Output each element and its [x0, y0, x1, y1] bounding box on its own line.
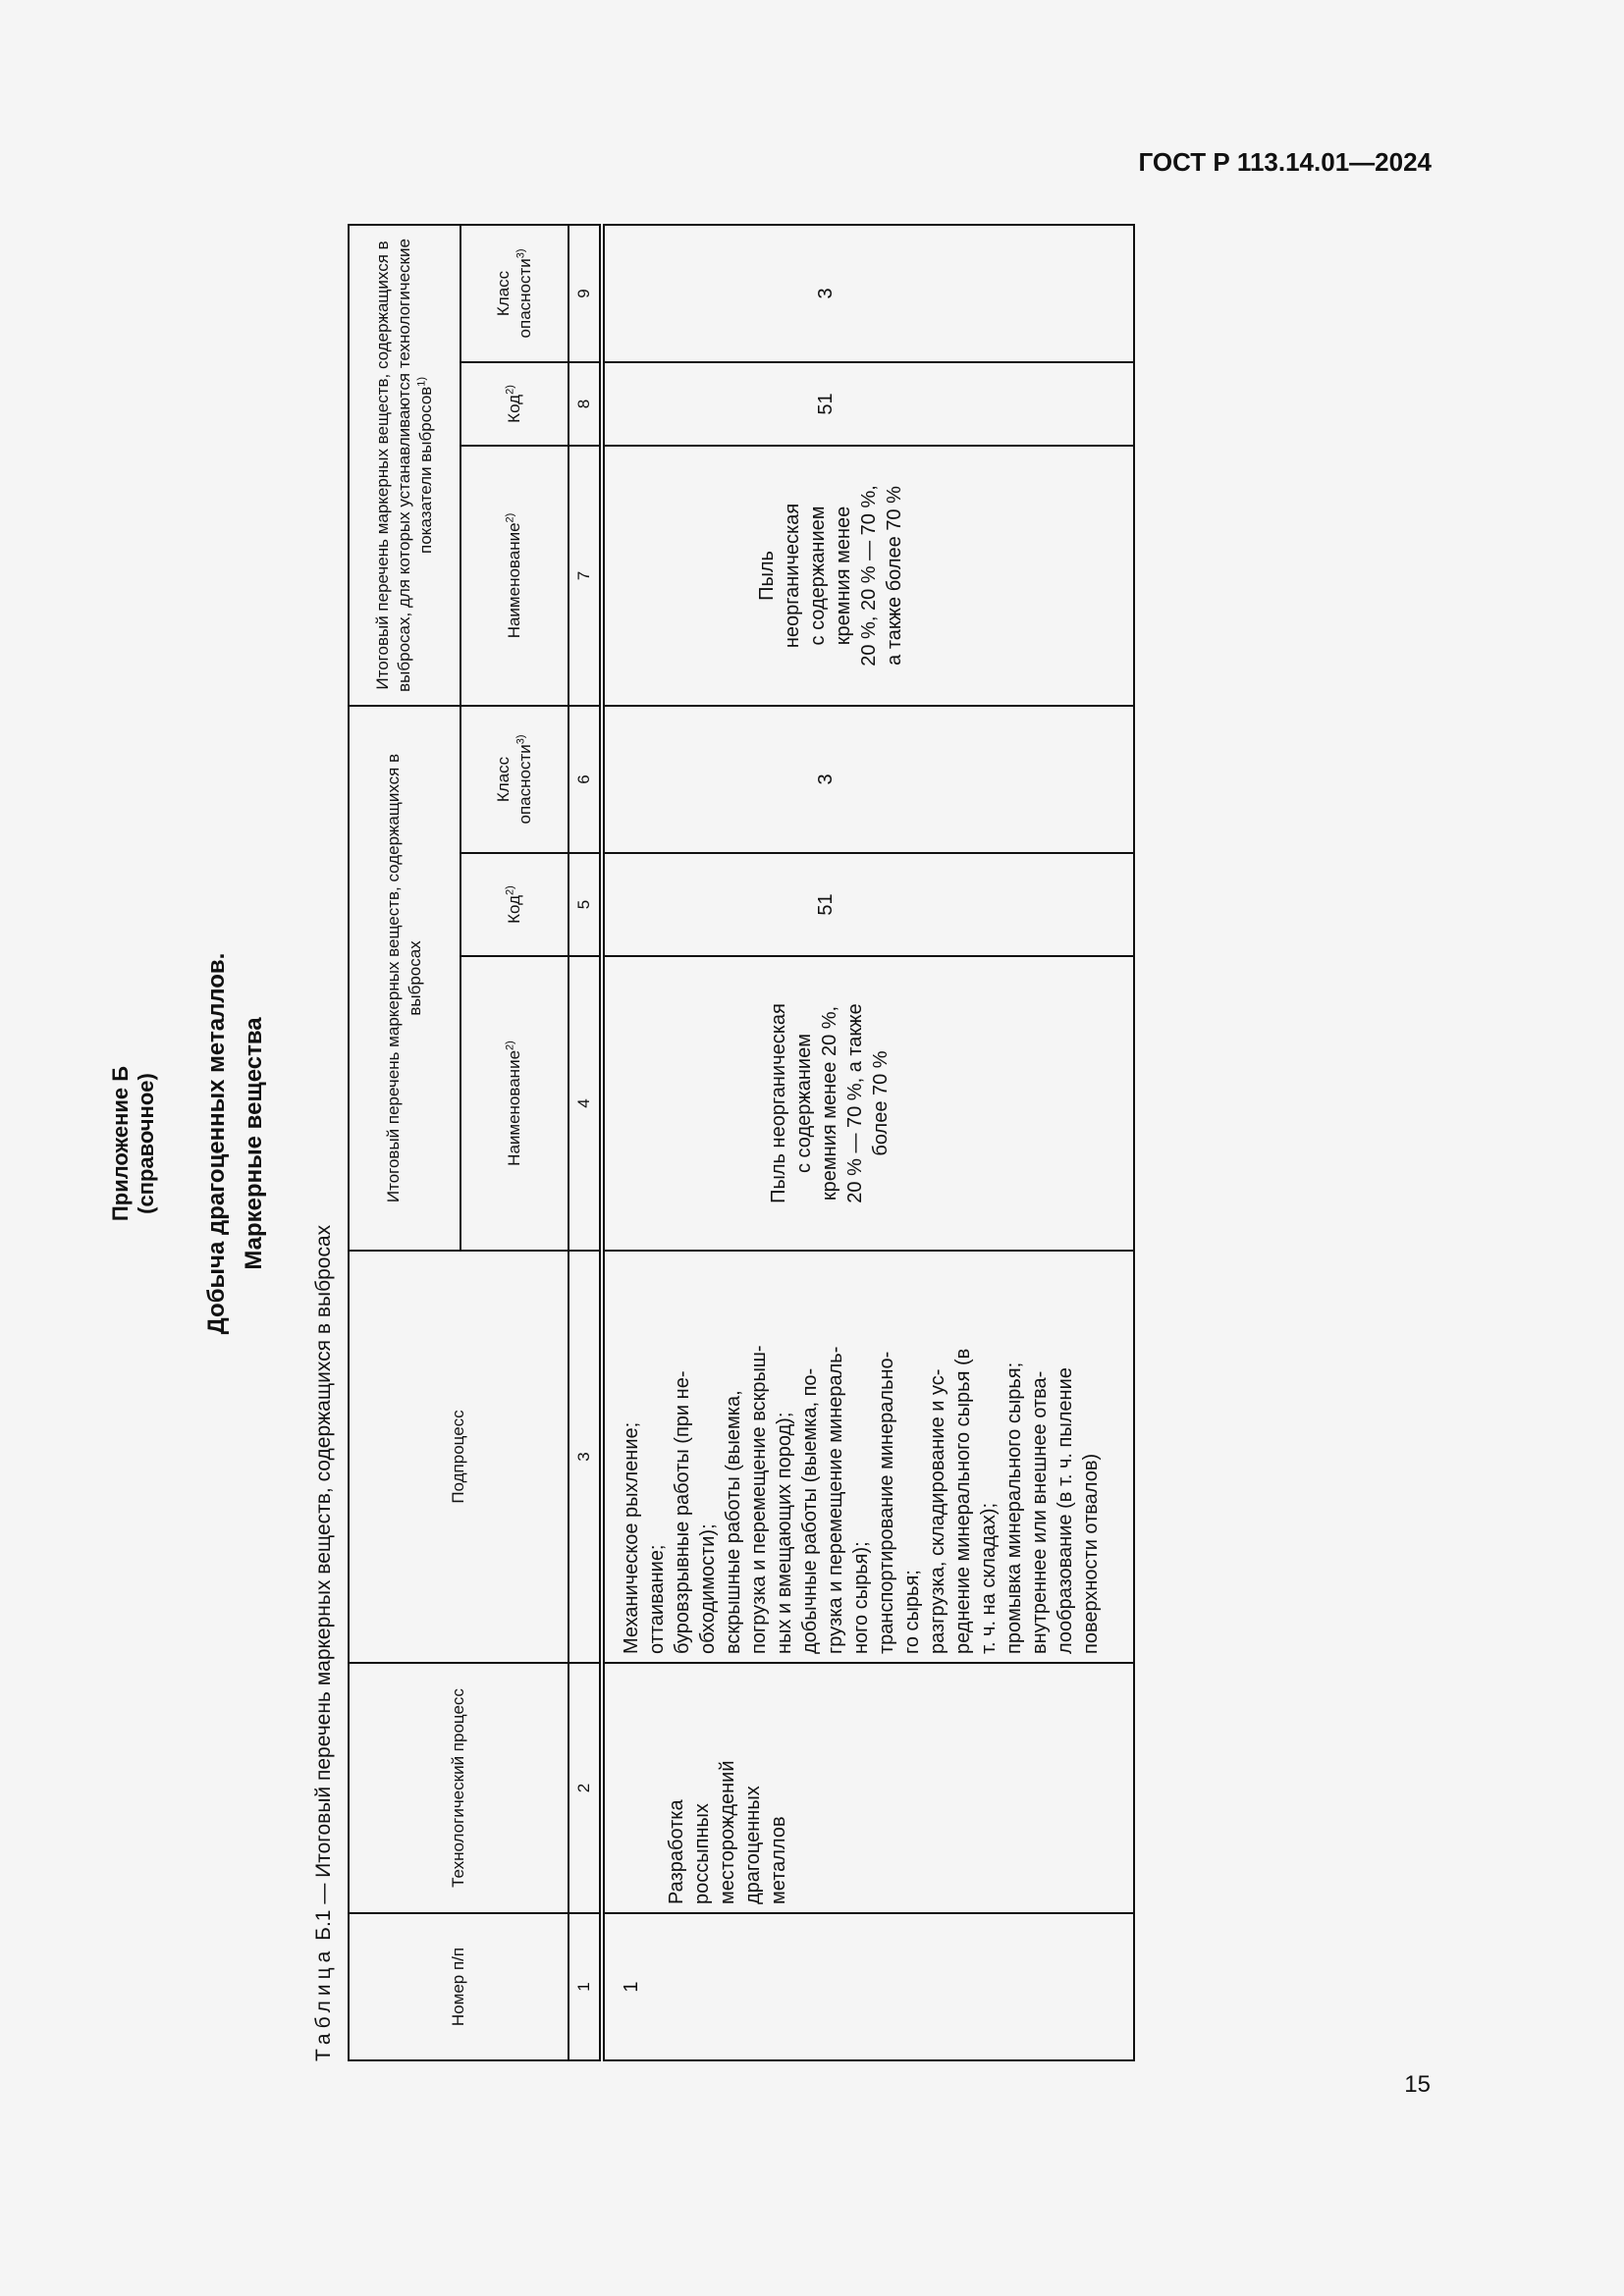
text-line: ного сырья);: [850, 1541, 872, 1654]
column-number: 7: [568, 446, 602, 706]
text-line: драгоценных: [742, 1786, 764, 1904]
header-hazard-text: Класс опасности: [494, 258, 534, 339]
header-code-text: Код: [505, 394, 523, 423]
header-row-1: [349, 225, 460, 2060]
text-line: го сырья;: [901, 1570, 923, 1654]
code-value: 51: [815, 393, 837, 415]
footnote-mark: 2): [504, 512, 516, 523]
text-line: буровзрывные работы (при не-: [672, 1370, 693, 1654]
cell-substance-name-1: [602, 956, 1134, 1251]
column-number: 1: [568, 1913, 602, 2060]
text-line: металлов: [768, 1816, 789, 1904]
cell-substance-name-2: [602, 446, 1134, 706]
cell-subprocess: [602, 1251, 1134, 1663]
cell-tech-process: [602, 1663, 1134, 1913]
text-line: с содержанием: [793, 1034, 815, 1173]
column-number: 2: [568, 1663, 602, 1913]
document-code: ГОСТ Р 113.14.01—2024: [1138, 147, 1432, 177]
table-caption-text: Б.1 — Итоговый перечень маркерных веществ, содержащихся в выбросах: [312, 1224, 335, 1941]
column-number: 9: [568, 225, 602, 362]
footnote-mark: 2): [504, 1041, 516, 1050]
column-number: 6: [568, 706, 602, 853]
col-header-num: Номер п/п: [349, 1913, 568, 2060]
footnote-mark: 3): [514, 248, 527, 259]
col-header-code-1: [460, 853, 568, 956]
column-number: 3: [568, 1251, 602, 1663]
text-line: 20 %, 20 % — 70 %,: [858, 485, 880, 667]
text-line: ных и вмещающих пород);: [774, 1412, 795, 1654]
table-caption: [312, 1225, 336, 2061]
rotated-landscape-content: [108, 226, 1237, 2061]
text-line: поверхности отвалов): [1080, 1453, 1102, 1654]
hazard-value: 3: [815, 774, 837, 785]
text-line: месторождений: [717, 1760, 738, 1904]
text-line: Пыль: [756, 551, 778, 601]
footnote-mark: 1): [415, 376, 428, 387]
column-number-row: [568, 225, 602, 2060]
col-header-group-indicators: [349, 225, 460, 706]
footnote-mark: 2): [504, 885, 516, 895]
text-line: транспортирование минерально-: [876, 1351, 897, 1654]
marker-substances-table: [348, 224, 1135, 2061]
header-hazard-text: Класс опасности: [494, 744, 534, 825]
text-line: лообразование (в т. ч. пыление: [1055, 1367, 1076, 1654]
text-line: погрузка и перемещение вскрыш-: [748, 1345, 770, 1654]
hazard-value: 3: [815, 288, 837, 299]
appendix-title-block: [108, 226, 159, 2061]
text-line: с содержанием: [807, 506, 829, 646]
column-number: 5: [568, 853, 602, 956]
cell-hazard-1: [602, 706, 1134, 853]
col-header-group-emissions: Итоговый перечень маркерных веществ, содержащихся в выбросах: [349, 706, 460, 1251]
text-line: добычные работы (выемка, по-: [799, 1367, 821, 1654]
text-line: Пыль неорганическая: [768, 1003, 789, 1203]
page-number: 15: [1404, 2071, 1431, 2098]
text-line: грузка и перемещение минераль-: [825, 1346, 846, 1654]
text-line: неорганическая: [782, 503, 803, 649]
section-heading: [198, 226, 273, 2061]
text-line: россыпных: [691, 1803, 713, 1904]
heading-line-1: Добыча драгоценных металлов.: [203, 952, 230, 1335]
col-header-code-2: [460, 362, 568, 446]
col-header-hazard-1: [460, 706, 568, 853]
text-line: кремния менее: [833, 506, 854, 646]
text-line: реднение минерального сырья (в: [952, 1348, 974, 1654]
text-line: кремния менее 20 %,: [819, 1005, 840, 1201]
cell-code-2: [602, 362, 1134, 446]
text-line: разгрузка, складирование и ус-: [927, 1368, 948, 1654]
cell-row-number: 1: [602, 1913, 1134, 2060]
text-line: т. ч. на складах);: [978, 1502, 1000, 1654]
header-code-text: Код: [505, 894, 523, 924]
cell-hazard-2: [602, 225, 1134, 362]
column-number: 8: [568, 362, 602, 446]
text-line: а также более 70 %: [884, 486, 905, 666]
text-line: более 70 %: [870, 1050, 892, 1156]
text-line: внутреннее или внешнее отва-: [1029, 1370, 1051, 1654]
code-value: 51: [815, 893, 837, 916]
cell-code-1: [602, 853, 1134, 956]
text-line: промывка минерального сырья;: [1003, 1362, 1025, 1654]
footnote-mark: 2): [504, 385, 516, 395]
group-indicators-text: Итоговый перечень маркерных веществ, содержащихся в выбросах, для которых устанавливаются технологические показатели выбросов: [373, 239, 435, 692]
column-number: 4: [568, 956, 602, 1251]
text-line: Разработка: [666, 1799, 687, 1904]
appendix-subtitle: (справочное): [134, 1073, 158, 1214]
heading-line-2: Маркерные вещества: [241, 1017, 267, 1270]
col-header-name-1: [460, 956, 568, 1251]
text-line: обходимости);: [697, 1523, 719, 1654]
text-line: 20 % — 70 %, а также: [844, 1003, 866, 1203]
table-caption-label: Таблица: [312, 1946, 335, 2061]
header-name-text: Наименование: [505, 522, 523, 639]
col-header-tech-process: Технологический процесс: [349, 1663, 568, 1913]
table-row: [602, 225, 1134, 2060]
appendix-title: Приложение Б: [108, 1065, 133, 1222]
text-line: оттаивание;: [646, 1544, 668, 1654]
text-line: вскрышные работы (выемка,: [723, 1390, 744, 1654]
col-header-hazard-2: [460, 225, 568, 362]
col-header-subprocess: Подпроцесс: [349, 1251, 568, 1663]
header-name-text: Наименование: [505, 1049, 523, 1166]
text-line: Механическое рыхление;: [621, 1421, 642, 1654]
col-header-name-2: [460, 446, 568, 706]
footnote-mark: 3): [514, 734, 527, 745]
